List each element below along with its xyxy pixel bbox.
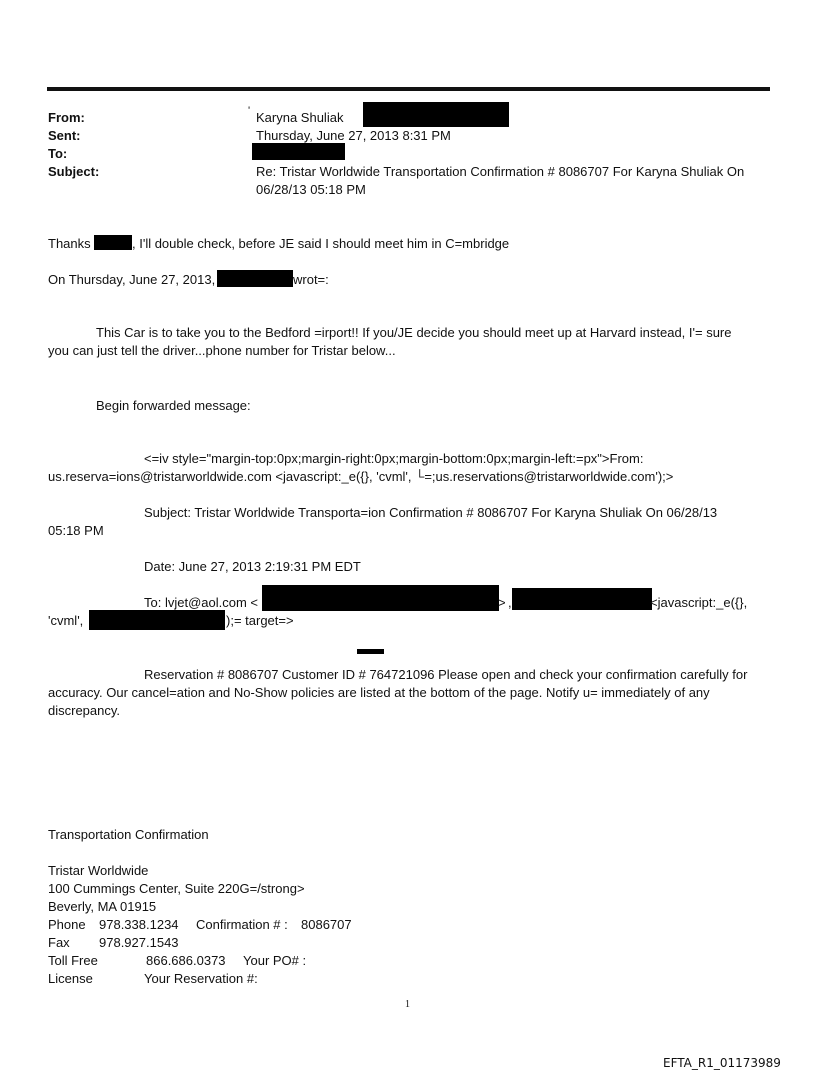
reservation-line2: accuracy. Our cancel=ation and No-Show policies are listed at the bottom of the page. Notify u= immediately of any bbox=[48, 685, 710, 700]
fwd-date-line: Date: June 27, 2013 2:19:31 PM EDT bbox=[144, 559, 361, 574]
quote-intro-a: On Thursday, June 27, 2013, bbox=[48, 272, 216, 287]
fwd-from-line1: <=iv style="margin-top:0px;margin-right:0px;margin-bottom:0px;margin-left:=px">From: bbox=[144, 451, 644, 466]
fwd-to-line2-b: );= target=> bbox=[226, 613, 294, 628]
reservation-line1: Reservation # 8086707 Customer ID # 764721096 Please open and check your confirmation carefully for bbox=[144, 667, 748, 682]
redaction-box bbox=[363, 102, 509, 127]
redaction-box bbox=[512, 588, 652, 610]
phone-label: Phone bbox=[48, 917, 86, 932]
fax-value: 978.927.1543 bbox=[99, 935, 179, 950]
car-paragraph-line1: This Car is to take you to the Bedford =irport!! If you/JE decide you should meet up at Harvard instead, I'= sure bbox=[96, 325, 732, 340]
fwd-to-line-b: > bbox=[498, 595, 506, 610]
sent-label: Sent: bbox=[48, 128, 81, 143]
thanks-text-b: , I'll double check, before JE said I should meet him in C=mbridge bbox=[132, 236, 510, 251]
reservation-number-label: Your Reservation #: bbox=[144, 971, 258, 986]
confirmation-title: Transportation Confirmation bbox=[48, 827, 209, 842]
header-rule bbox=[47, 87, 770, 91]
thanks-text-a: Thanks bbox=[48, 236, 91, 251]
begin-forwarded: Begin forwarded message: bbox=[96, 398, 251, 413]
from-value: Karyna Shuliak bbox=[256, 110, 344, 125]
sent-value: Thursday, June 27, 2013 8:31 PM bbox=[256, 128, 451, 143]
reservation-line3: discrepancy. bbox=[48, 703, 121, 718]
from-label: From: bbox=[48, 110, 85, 125]
fwd-to-line2-a: 'cvml', bbox=[48, 613, 84, 628]
redaction-box bbox=[357, 649, 384, 654]
tollfree-label: Toll Free bbox=[48, 953, 98, 968]
address-line2: Beverly, MA 01915 bbox=[48, 899, 157, 914]
subject-value-line1: Re: Tristar Worldwide Transportation Confirmation # 8086707 For Karyna Shuliak On bbox=[256, 164, 745, 179]
fwd-to-line-c: , bbox=[508, 595, 512, 610]
company-name: Tristar Worldwide bbox=[48, 863, 149, 878]
redaction-box bbox=[252, 143, 345, 160]
po-label: Your PO# : bbox=[243, 953, 307, 968]
fwd-from-line2: us.reserva=ions@tristarworldwide.com <javascript:_e({}, 'cvml', └=;us.reservations@tristarworldwide.com');> bbox=[48, 469, 674, 484]
fwd-to-line-d: <javascript:_e({}, bbox=[650, 595, 748, 610]
car-paragraph-line2: you can just tell the driver...phone number for Tristar below... bbox=[48, 343, 396, 358]
subject-value-line2: 06/28/13 05:18 PM bbox=[256, 182, 366, 197]
fwd-subject-line2: 05:18 PM bbox=[48, 523, 104, 538]
from-mark: ' bbox=[248, 105, 251, 117]
fwd-to-line-a: To: lvjet@aol.com < bbox=[144, 595, 258, 610]
address-line1: 100 Cummings Center, Suite 220G=/strong> bbox=[48, 881, 305, 896]
phone-value: 978.338.1234 bbox=[99, 917, 179, 932]
quote-intro-b: wrot=: bbox=[293, 272, 329, 287]
document-id: EFTA_R1_01173989 bbox=[663, 1056, 781, 1070]
redaction-box bbox=[217, 270, 293, 287]
tollfree-value: 866.686.0373 bbox=[146, 953, 226, 968]
redaction-box bbox=[89, 610, 225, 630]
fwd-subject-line1: Subject: Tristar Worldwide Transporta=ion Confirmation # 8086707 For Karyna Shuliak On 06/28/13 bbox=[144, 505, 718, 520]
to-label: To: bbox=[48, 146, 68, 161]
confirmation-number-label: Confirmation # : bbox=[196, 917, 288, 932]
page-number: 1 bbox=[405, 999, 410, 1010]
confirmation-number-value: 8086707 bbox=[301, 917, 352, 932]
subject-label: Subject: bbox=[48, 164, 100, 179]
redaction-box bbox=[94, 235, 132, 250]
fax-label: Fax bbox=[48, 935, 70, 950]
redaction-box bbox=[262, 585, 499, 611]
license-label: License bbox=[48, 971, 93, 986]
